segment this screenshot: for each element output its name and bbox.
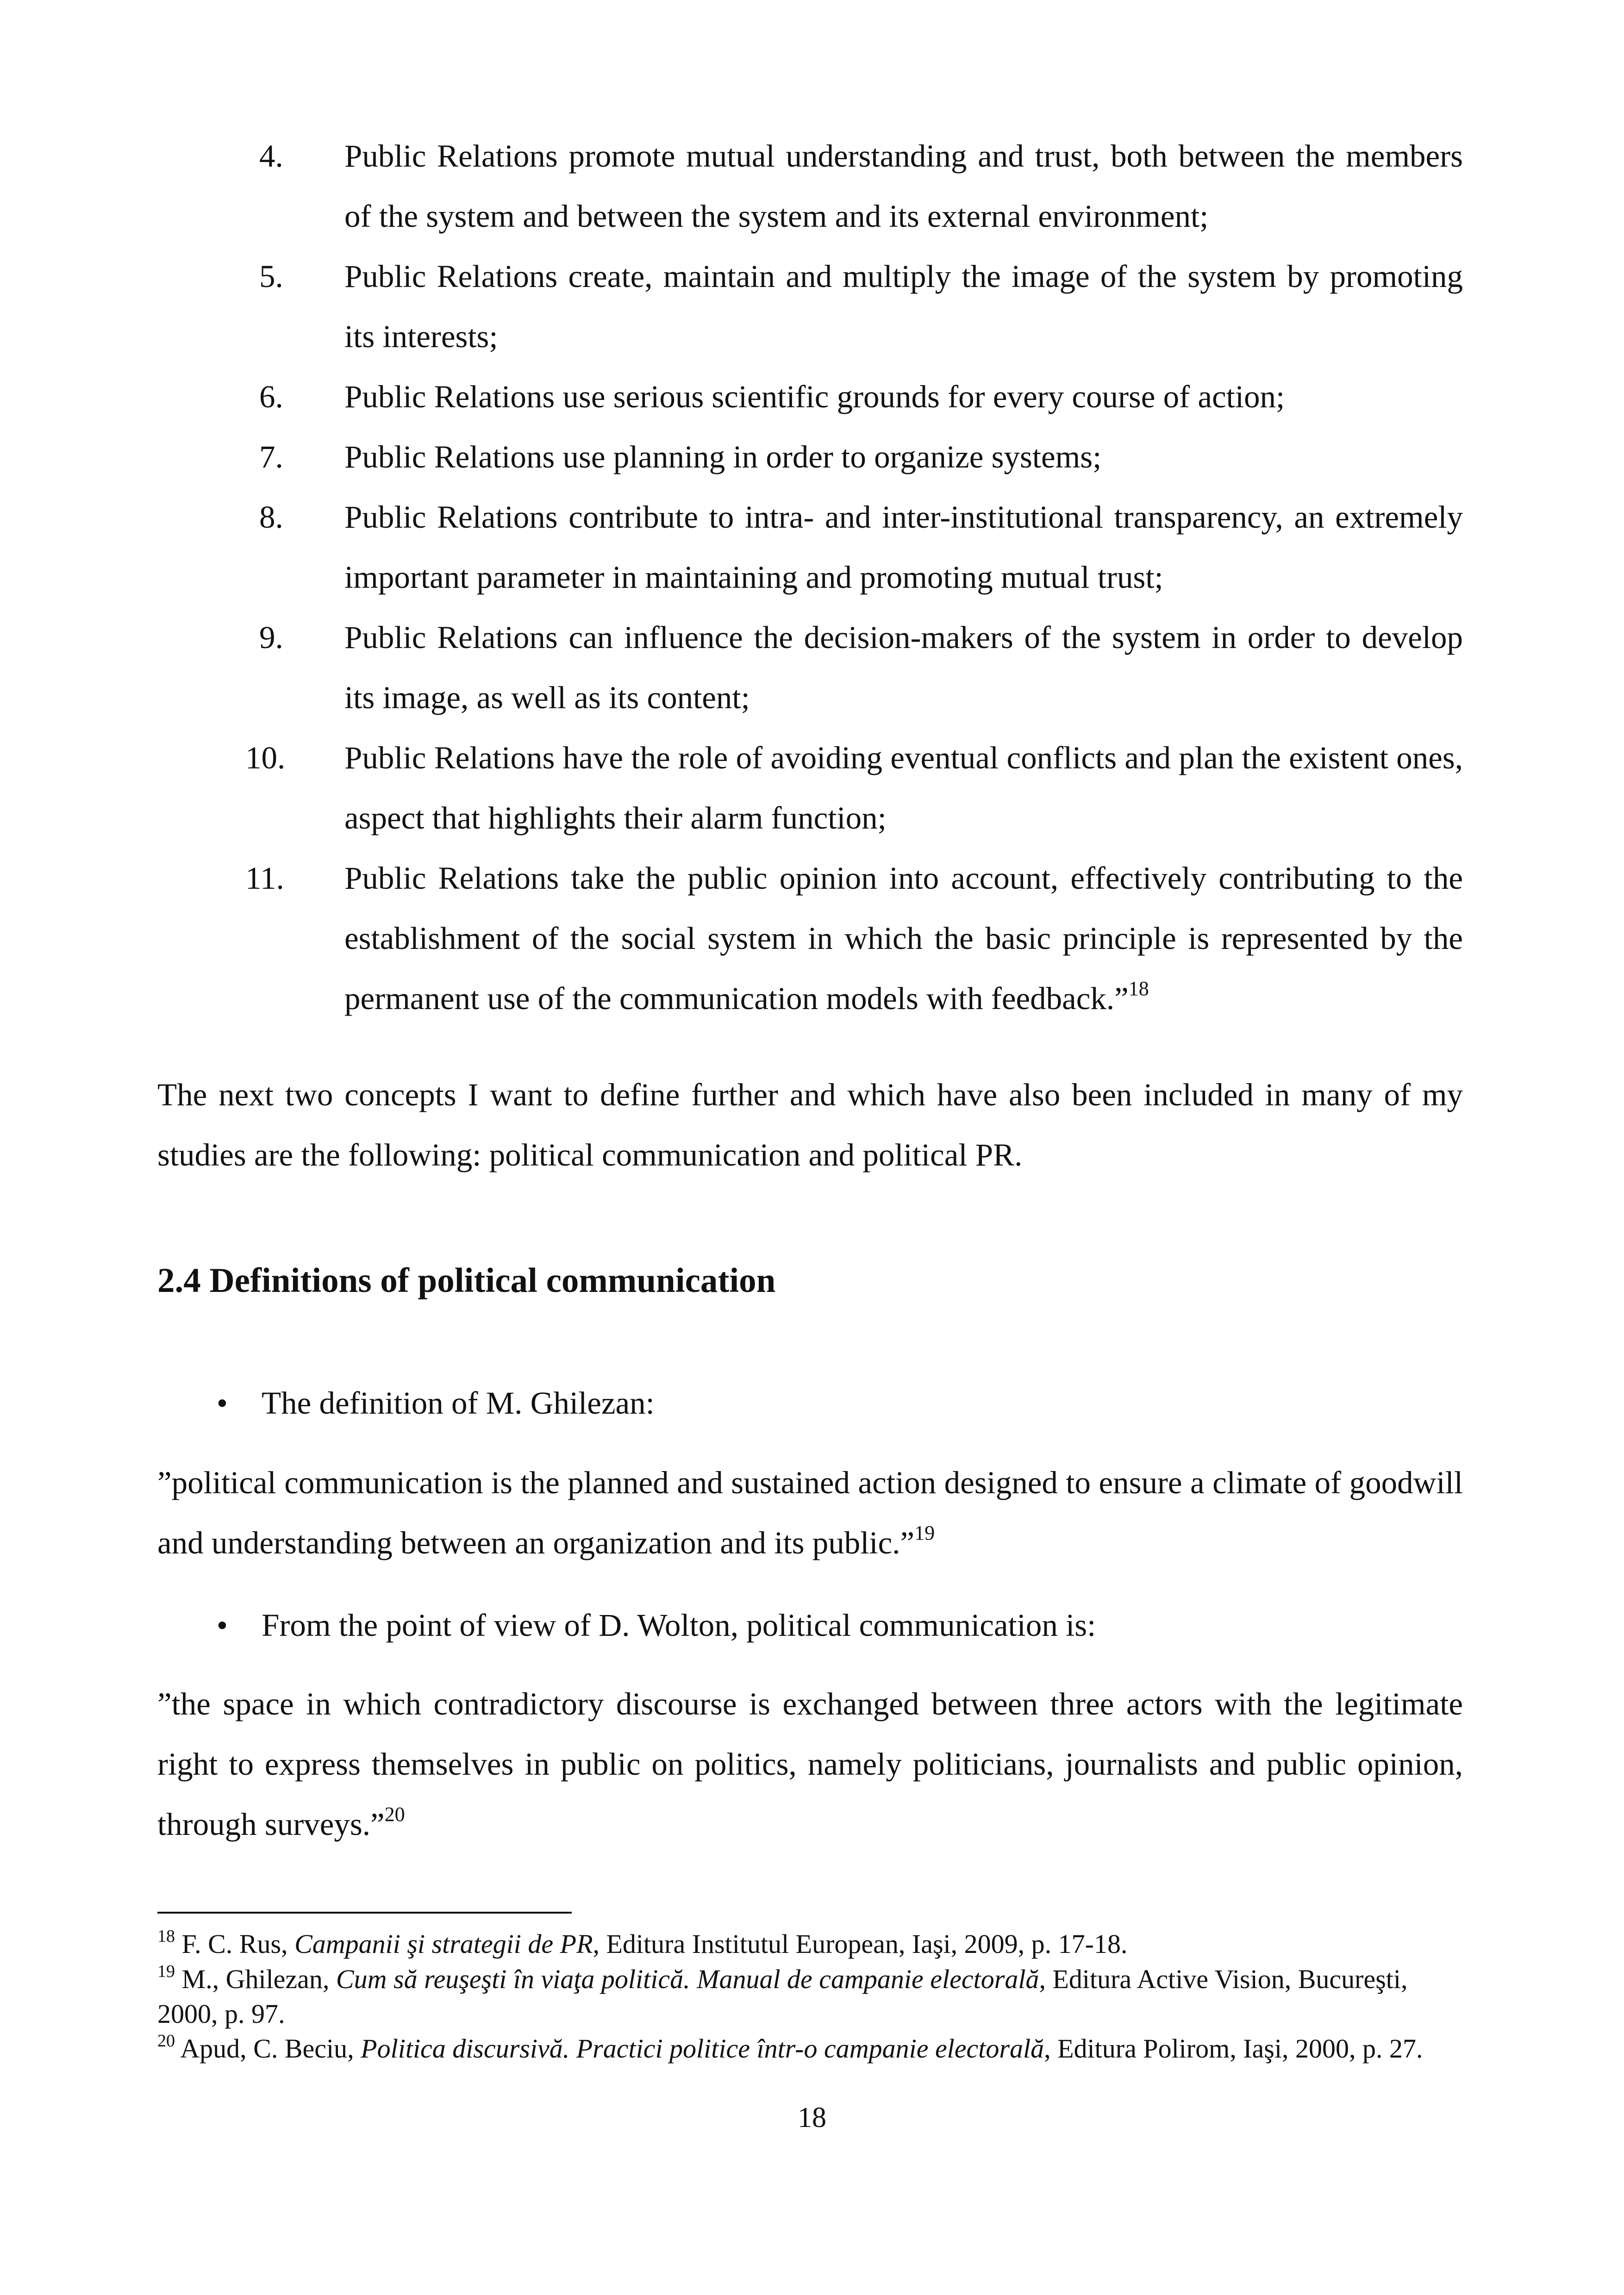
footnote-ref-19[interactable]: 19 — [914, 1522, 935, 1544]
footnote-text: F. C. Rus, — [175, 1929, 295, 1959]
footnote-number: 19 — [157, 1961, 175, 1981]
quote-paragraph — [157, 1453, 1463, 1573]
list-item-text: Public Relations use planning in order to organize systems; — [344, 439, 1102, 474]
footnote-ref-18[interactable]: 18 — [1128, 977, 1149, 1000]
list-item-number: 5. — [259, 259, 283, 294]
page-number: 18 — [798, 2102, 826, 2133]
list-item — [157, 427, 1463, 487]
footnote-19 — [157, 1962, 1463, 2031]
footnote-18 — [157, 1927, 1463, 1961]
list-item-number: 4. — [259, 138, 283, 174]
footnote-title: Campanii şi strategii de PR — [294, 1929, 593, 1959]
list-item-number: 10. — [245, 740, 286, 775]
list-item-number: 7. — [259, 439, 283, 474]
list-item-text: Public Relations use serious scientific grounds for every course of action; — [344, 379, 1285, 414]
footnote-text: , Editura Active Vision, Bucureşti, 2000, p. 97. — [157, 1964, 1408, 2029]
list-item-number: 6. — [259, 379, 283, 414]
footnote-title: Politica discursivă. Practici politice într-o campanie electorală — [361, 2033, 1044, 2064]
list-item-text-body: Public Relations take the public opinion into account, effectively contributing to the establishment of the social system in which the basic principle is represented by the permanent use of the communication models with feedback.” — [344, 861, 1463, 1016]
footnote-text: , Editura Institutul European, Iaşi, 2009, p. 17-18. — [593, 1929, 1128, 1959]
footnote-ref-20[interactable]: 20 — [384, 1803, 405, 1826]
list-item — [157, 246, 1463, 367]
list-item-number: 9. — [259, 620, 283, 655]
footnote-title: , Cum să reuşeşti în viaţa politică. Manual de campanie electorală — [322, 1964, 1039, 1994]
list-item — [157, 607, 1463, 728]
list-item — [157, 126, 1463, 246]
footnote-separator — [157, 1912, 572, 1914]
list-item — [157, 728, 1463, 848]
list-item-text: Public Relations promote mutual understanding and trust, both between the members of the system and between the system and its external environment; — [344, 138, 1463, 234]
bullet-dot-icon: • — [216, 1608, 228, 1643]
footnote-text: Apud, C. Beciu, — [175, 2033, 361, 2064]
numbered-list — [157, 126, 1463, 1029]
quote-text: ”political communication is the planned and sustained action designed to ensure a climate of goodwill and understanding between an organization and its public.” — [157, 1465, 1463, 1560]
list-item-text: Public Relations create, maintain and multiply the image of the system by promoting its interests; — [344, 259, 1463, 354]
footnote-number: 18 — [157, 1926, 175, 1946]
footnote-text: M., Ghilezan — [175, 1964, 323, 1994]
section-heading: 2.4 Definitions of political communication — [157, 1261, 776, 1300]
list-item-text: Public Relations contribute to intra- and inter-institutional transparency, an extremely important parameter in maintaining and promoting mutual trust; — [344, 499, 1463, 595]
footnote-number: 20 — [157, 2031, 175, 2051]
list-item — [157, 367, 1463, 427]
list-item — [157, 848, 1463, 1029]
list-item — [157, 487, 1463, 607]
list-item-text — [344, 848, 1463, 1029]
quote-text: ”the space in which contradictory discourse is exchanged between three actors with the legitimate right to express themselves in public on politics, namely politicians, journalists and public opinion, through surveys.” — [157, 1686, 1463, 1842]
list-item-number: 8. — [259, 499, 283, 535]
intro-paragraph: The next two concepts I want to define further and which have also been included in many of my studies are the following: political communication and political PR. — [157, 1077, 1463, 1172]
list-item-text: Public Relations have the role of avoiding eventual conflicts and plan the existent ones, aspect that highlights their alarm function; — [344, 740, 1463, 836]
quote-paragraph — [157, 1674, 1463, 1854]
bullet-text: From the point of view of D. Wolton, political communication is: — [262, 1608, 1096, 1643]
footnote-text: , Editura Polirom, Iaşi, 2000, p. 27. — [1044, 2033, 1423, 2064]
list-item-number: 11. — [245, 861, 284, 896]
list-item-text: Public Relations can influence the decision-makers of the system in order to develop its image, as well as its content; — [344, 620, 1463, 715]
bullet-text: The definition of M. Ghilezan: — [262, 1385, 655, 1421]
footnote-20 — [157, 2031, 1463, 2066]
bullet-dot-icon: • — [216, 1385, 228, 1421]
